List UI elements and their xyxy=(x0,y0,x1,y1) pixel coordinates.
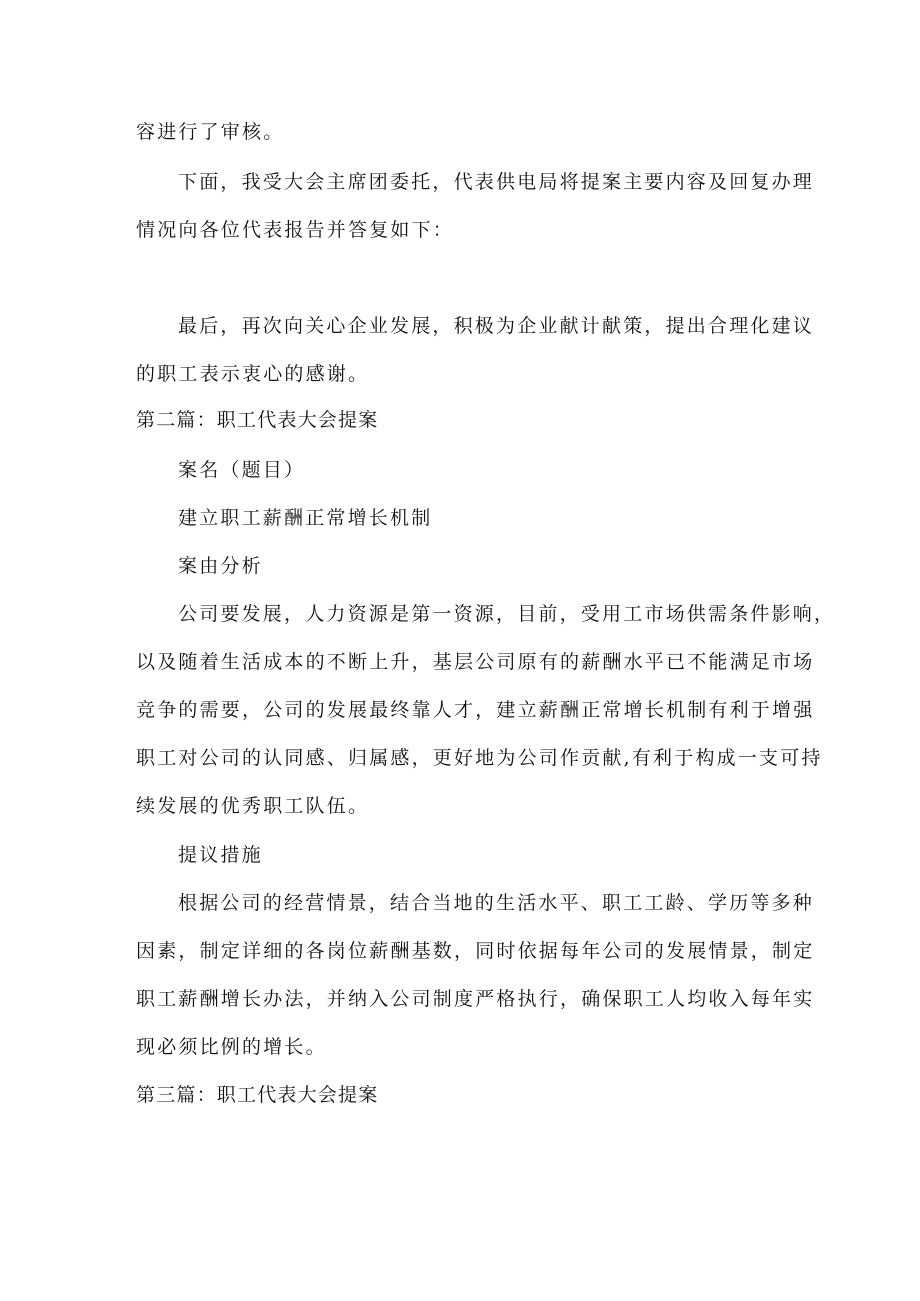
text-line-16: 根据公司的经营情景，结合当地的生活水平、职工工龄、学历等多种 xyxy=(178,892,815,914)
text-line-14: 续发展的优秀职工队伍。 xyxy=(136,795,370,817)
text-line-5: 的职工表示衷心的感谢。 xyxy=(136,363,370,385)
text-line-3: 情况向各位代表报告并答复如下： xyxy=(136,219,455,241)
text-line-13: 职工对公司的认同感、归属感，更好地为公司作贡献,有利于构成一支可持 xyxy=(136,747,823,769)
text-line-11: 以及随着生活成本的不断上升，基层公司原有的薪酬水平已不能满足市场 xyxy=(136,651,815,673)
text-line-18: 职工薪酬增长办法，并纳入公司制度严格执行，确保职工人均收入每年实 xyxy=(136,988,815,1010)
text-line-1: 容进行了审核。 xyxy=(136,121,285,143)
text-line-2: 下面，我受大会主席团委托，代表供电局将提案主要内容及回复办理 xyxy=(178,171,815,193)
section-heading-3: 第三篇：职工代表大会提案 xyxy=(136,1084,379,1106)
section-heading-2: 第二篇：职工代表大会提案 xyxy=(136,409,379,431)
proposal-title-label: 案名（题目） xyxy=(178,459,306,481)
reason-analysis-label: 案由分析 xyxy=(178,555,263,577)
text-line-17: 因素，制定详细的各岗位薪酬基数，同时依据每年公司的发展情景，制定 xyxy=(136,940,815,962)
measures-label: 提议措施 xyxy=(178,844,263,866)
text-line-19: 现必须比例的增长。 xyxy=(136,1036,327,1058)
proposal-title: 建立职工薪酬正常增长机制 xyxy=(178,507,433,529)
text-line-12: 竞争的需要，公司的发展最终靠人才，建立薪酬正常增长机制有利于增强 xyxy=(136,699,815,721)
text-line-4: 最后，再次向关心企业发展，积极为企业献计献策，提出合理化建议 xyxy=(178,315,815,337)
text-line-10: 公司要发展，人力资源是第一资源，目前，受用工市场供需条件影响， xyxy=(178,603,836,625)
